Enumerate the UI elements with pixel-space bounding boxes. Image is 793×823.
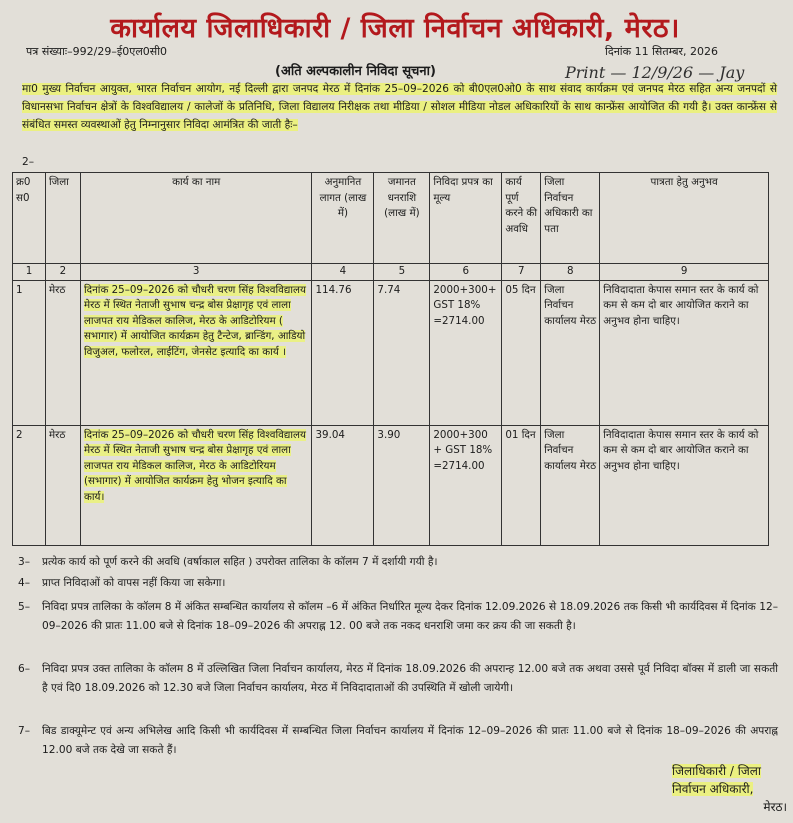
paragraph-text: प्रत्येक कार्य को पूर्ण करने की अवधि (वर्षाकाल सहित ) उपरोक्त तालिका के कॉलम 7 में दर्शायी गयी है। <box>42 556 438 568</box>
column-number: 7 <box>502 264 541 281</box>
signature-block <box>672 762 787 816</box>
paragraph-number: 7– <box>18 725 31 737</box>
paragraph-number: 3– <box>18 556 31 568</box>
deposit-cell: 3.90 <box>374 425 430 545</box>
reference-number: पत्र संख्याः–992/29–ई0एल0सी0 <box>26 45 168 58</box>
work-text: दिनांक 25–09–2026 को चौधरी चरण सिंह विश्वविद्यालय मेरठ में स्थित नेताजी सुभाष चन्द्र बोस प्रेक्षागृह एवं लाला लाजपत राय मेडिकल कालिज, मेरठ के आडिटोरियम (सभागार) में आयोजित कार्यक्रम हेतु भोजन इत्यादि का कार्य। <box>83 428 306 503</box>
header-cell: कार्य का नाम <box>80 173 312 264</box>
paragraph-text: निविदा प्रपत्र तालिका के कॉलम 8 में अंकित सम्बन्धित कार्यालय से कॉलम –6 में अंकित निर्धारित मूल्य देकर दिनांक 12.09.2026 से 18.09.2026 तक किसी भी कार्यदिवस में दिनांक 12–09–2026 की प्रातः 11.00 बजे से दिनांक 18–09–2026 की अपराह्न 12. 00 बजे तक नकद धनराशि जमा कर क्रय की जा सकती है। <box>42 601 778 632</box>
column-number: 9 <box>600 264 769 281</box>
address-cell: जिला निर्वाचन कार्यालय मेरठ <box>541 425 600 545</box>
header-cell: क्र0 स0 <box>13 173 46 264</box>
column-number: 5 <box>374 264 430 281</box>
district-cell: मेरठ <box>45 425 80 545</box>
signature-line: निर्वाचन अधिकारी, <box>672 782 754 796</box>
tender-table <box>12 172 769 546</box>
header-cell: अनुमानित लागत (लाख में) <box>312 173 374 264</box>
address-cell: जिला निर्वाचन कार्यालय मेरठ <box>541 280 600 425</box>
paragraph-4 <box>18 574 778 593</box>
notice-date: दिनांक 11 सितम्बर, 2026 <box>605 45 718 58</box>
deposit-cell: 7.74 <box>374 280 430 425</box>
notice-heading: (अति अल्पकालीन निविदा सूचना) <box>275 64 436 79</box>
eligibility-cell: निविदादाता केपास समान स्तर के कार्य को कम से कम दो बार आयोजित कराने का अनुभव होना चाहिए। <box>600 280 769 425</box>
paragraph-text: बिड डाक्यूमेन्ट एवं अन्य अभिलेख आदि किसी भी कार्यदिवस में सम्बन्धित जिला निर्वाचन कार्यालय में दिनांक 12–09–2026 की प्रातः 11.00 बजे से दिनांक 18–09–2026 की अपराह्न 12.00 बजे तक देखे जा सकते हैं। <box>42 725 778 756</box>
duration-cell: 05 दिन <box>502 280 541 425</box>
intro-paragraph <box>22 80 777 134</box>
eligibility-cell: निविदादाता केपास समान स्तर के कार्य को कम से कम दो बार आयोजित कराने का अनुभव होना चाहिए। <box>600 425 769 545</box>
serial-cell: 1 <box>13 280 46 425</box>
column-number: 2 <box>45 264 80 281</box>
serial-cell: 2 <box>13 425 46 545</box>
work-text: दिनांक 25–09–2026 को चौधरी चरण सिंह विश्वविद्यालय मेरठ में स्थित नेताजी सुभाष चन्द्र बोस प्रेक्षागृह एवं लाला लाजपत राय मेडिकल कालिज, मेरठ के आडिटोरियम ( सभागार) में आयोजित कार्यक्रम हेतु टैन्टेज, ब्रान्डिंग, आडियो विजुअल, फलोरल, लाईटिंग, जेनसेट इत्यादि का कार्य । <box>83 283 306 358</box>
column-number-row <box>13 264 769 281</box>
paragraph-text: निविदा प्रपत्र उक्त तालिका के कॉलम 8 में उल्लिखित जिला निर्वाचन कार्यालय, मेरठ में दिनांक 18.09.2026 की अपरान्ह 12.00 बजे तक अथवा उससे पूर्व निविदा बॉक्स में डाली जा सकती है एवं दि0 18.09.2026 को 12.30 बजे जिला निर्वाचन कार्यालय, मेरठ में निविदादाताओं की उपस्थिति में खोली जायेगी। <box>42 663 778 694</box>
column-number: 8 <box>541 264 600 281</box>
paragraph-6 <box>18 660 778 698</box>
header-cell: जिला <box>45 173 80 264</box>
cost-cell: 39.04 <box>312 425 374 545</box>
intro-text: मा0 मुख्य निर्वाचन आयुक्त, भारत निर्वाचन आयोग, नई दिल्ली द्वारा जनपद मेरठ में दिनांक 25–09–2026 को बी0एल0ओ0 के साथ संवाद कार्यक्रम एवं जनपद मेरठ सहित अन्य जनपदों से विधानसभा निर्वाचन क्षेत्रों के विश्वविद्यालय / कालेजों के प्रतिनिधि, जिला विद्यालय निरीक्षक तथा मीडिया / सोशल मीडिया नोडल अधिकारियों के साथ कान्फ्रेंस आयोजित की गयी है। उक्त कान्फ्रेंस से संबंधित समस्त व्यवस्थाओं हेतु निम्नानुसार निविदा आमंत्रित की जाती हैः– <box>22 83 777 131</box>
point-two: 2– <box>22 156 35 168</box>
signature-line: जिलाधिकारी / जिला <box>672 764 762 778</box>
column-number: 1 <box>13 264 46 281</box>
form-price-cell: 2000+300+ GST 18% =2714.00 <box>430 280 502 425</box>
table-header-row <box>13 173 769 264</box>
paragraph-text: प्राप्त निविदाओं को वापस नहीं किया जा सकेगा। <box>42 577 226 589</box>
paragraph-number: 6– <box>18 663 31 675</box>
paragraph-7 <box>18 722 778 760</box>
header-cell: कार्य पूर्ण करने की अवधि <box>502 173 541 264</box>
header-cell: निविदा प्रपत्र का मूल्य <box>430 173 502 264</box>
work-cell <box>80 425 312 545</box>
district-cell: मेरठ <box>45 280 80 425</box>
duration-cell: 01 दिन <box>502 425 541 545</box>
column-number: 4 <box>312 264 374 281</box>
header-cell: पात्रता हेतु अनुभव <box>600 173 769 264</box>
signature-line: मेरठ। <box>763 800 787 814</box>
paragraph-5 <box>18 598 778 636</box>
header-cell: जिला निर्वाचन अधिकारी का पता <box>541 173 600 264</box>
table-row <box>13 280 769 425</box>
work-cell <box>80 280 312 425</box>
form-price-cell: 2000+300 + GST 18% =2714.00 <box>430 425 502 545</box>
column-number: 6 <box>430 264 502 281</box>
cost-cell: 114.76 <box>312 280 374 425</box>
header-cell: जमानत धनराशि (लाख में) <box>374 173 430 264</box>
paragraph-number: 5– <box>18 601 31 613</box>
handwritten-annotation: Print — 12/9/26 — Jay <box>565 63 745 82</box>
paragraph-3 <box>18 553 778 572</box>
office-title: कार्यालय जिलाधिकारी / जिला निर्वाचन अधिकारी, मेरठ। <box>110 13 680 44</box>
column-number: 3 <box>80 264 312 281</box>
paragraph-number: 4– <box>18 577 31 589</box>
table-row <box>13 425 769 545</box>
